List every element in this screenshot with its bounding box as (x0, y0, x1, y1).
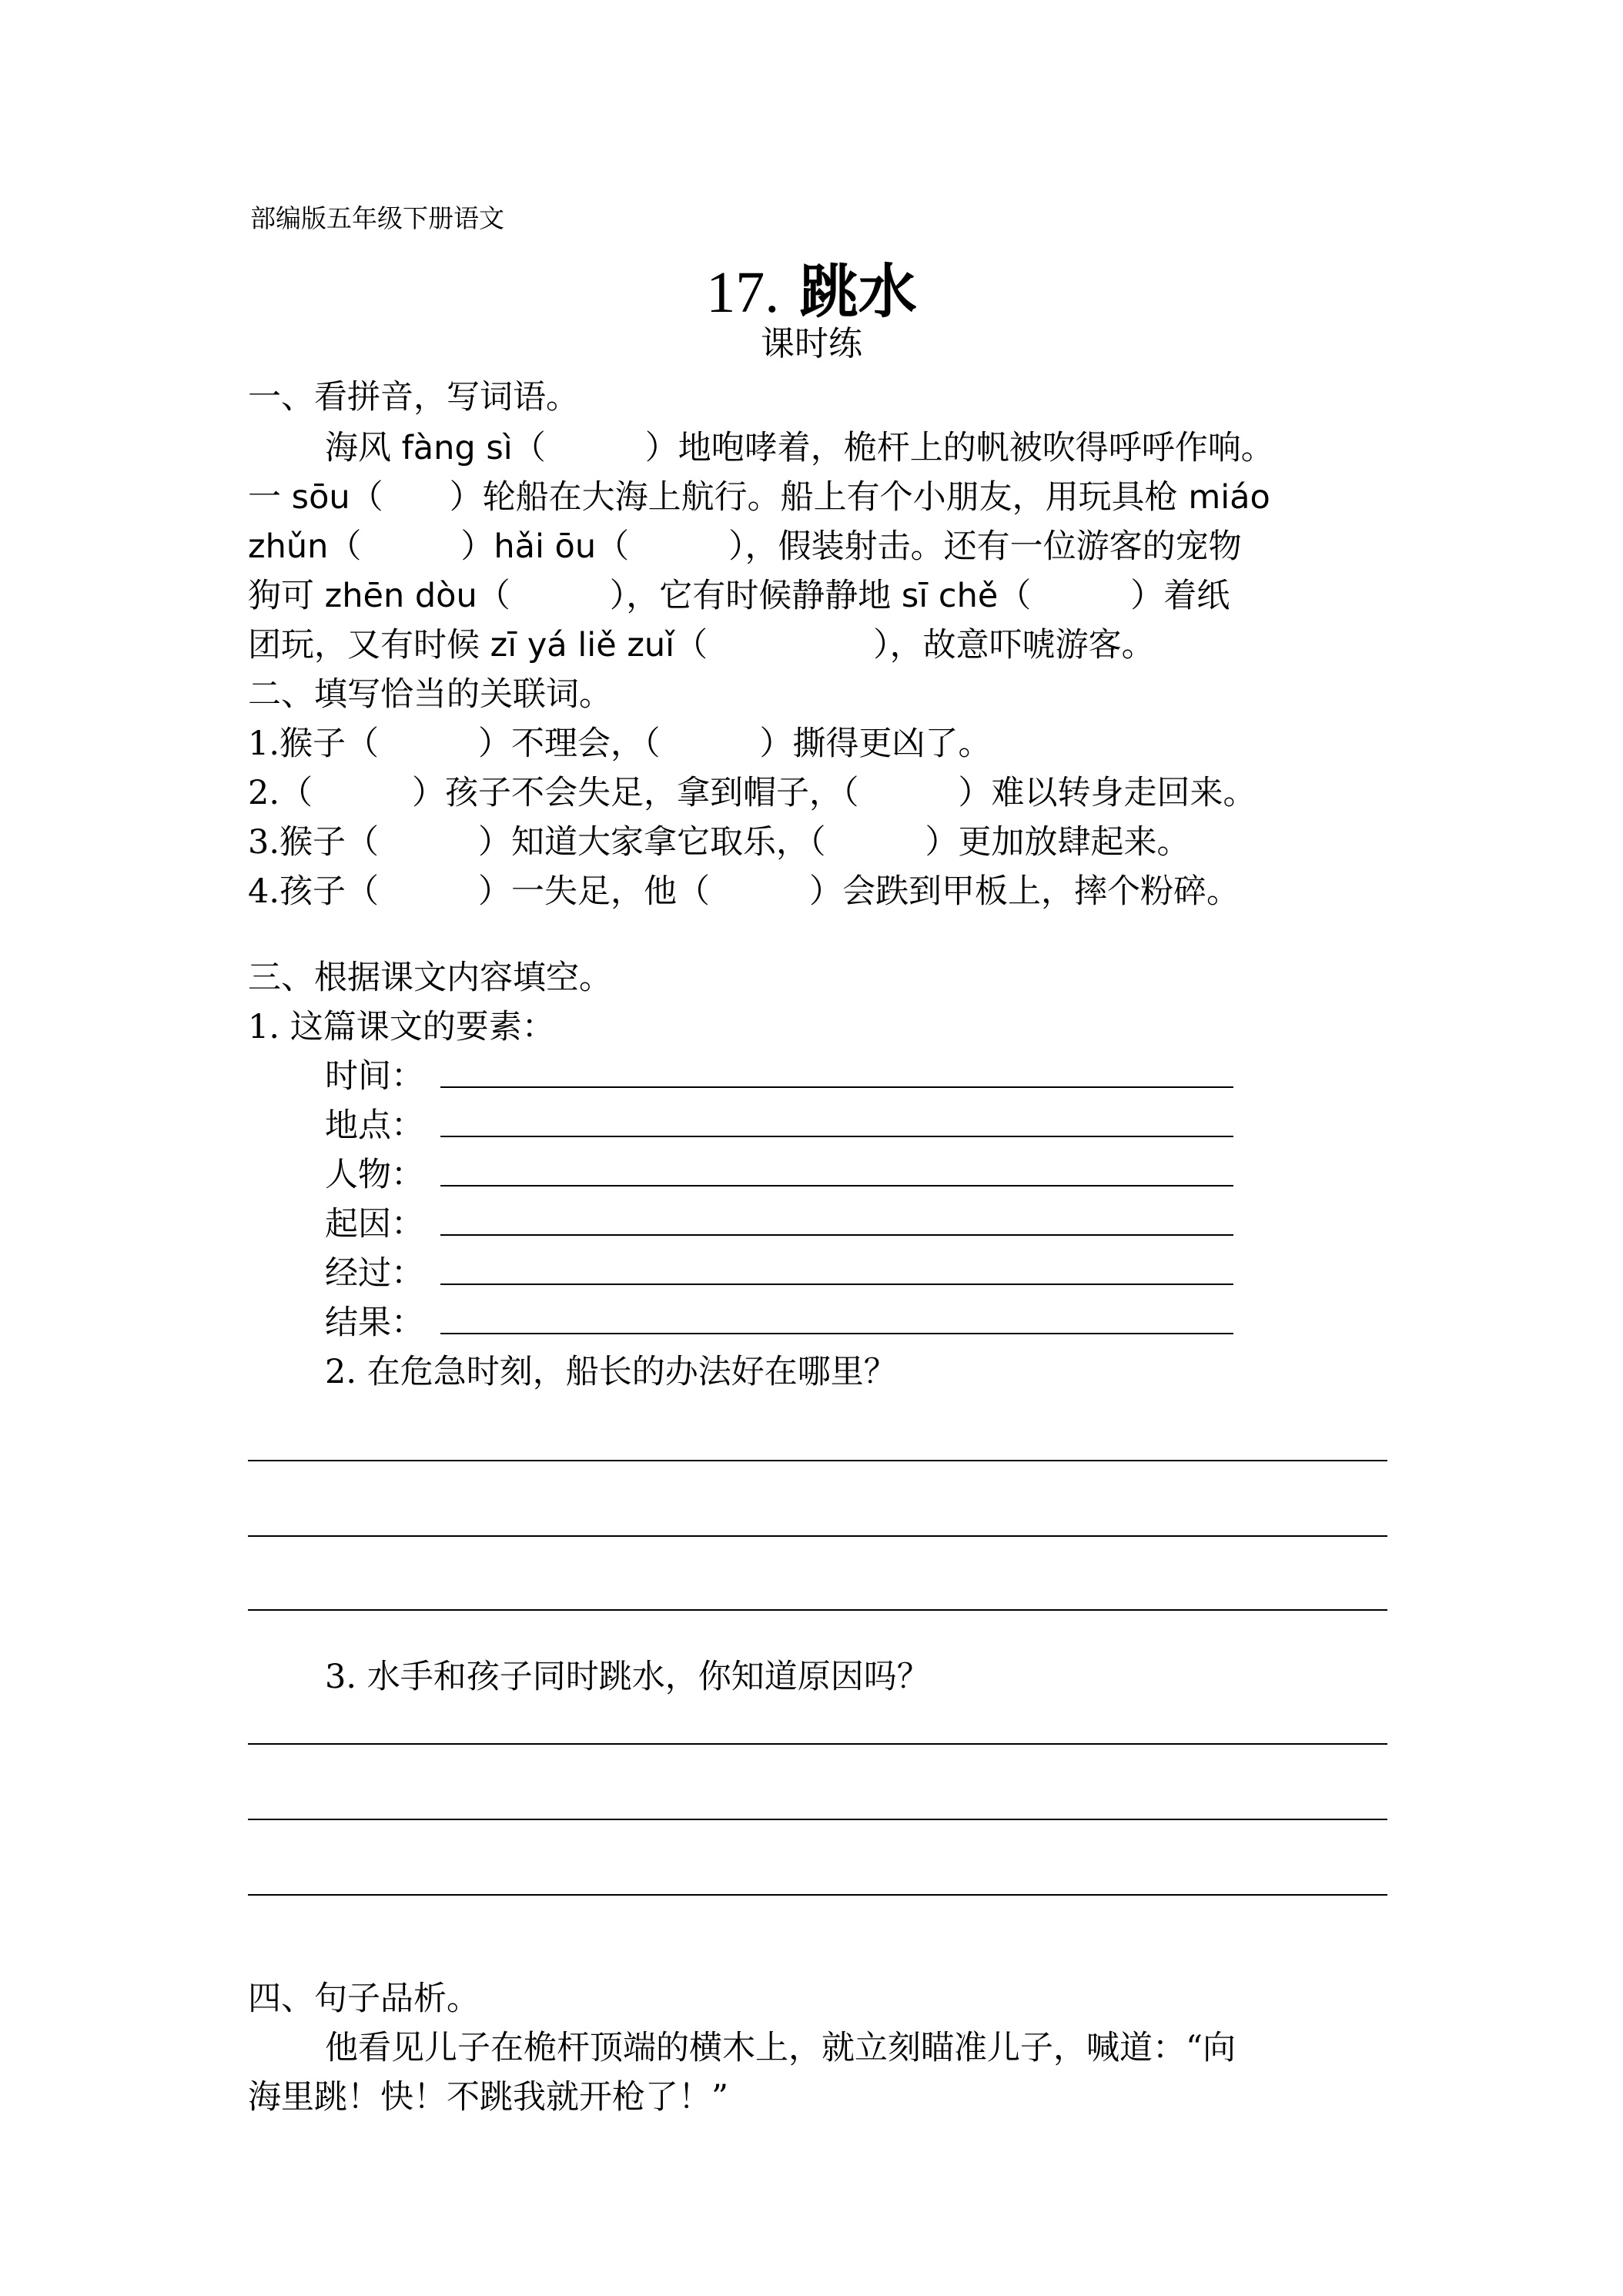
s1-l5-text-a: 团玩，又有时候 (248, 626, 490, 664)
s1-line-2 (248, 471, 1270, 518)
s4-para-line-2: 海里跳！快！不跳我就开枪了！” (248, 2078, 728, 2117)
element-cause-label: 起因： (325, 1205, 424, 1243)
element-result-label: 结果： (325, 1304, 424, 1342)
s1-l3-text: （ ），假装射击。还有一位游客的宠物 (596, 527, 1242, 566)
s1-l1-text-b: （ ）地咆哮着，桅杆上的帆被吹得呼呼作响。 (512, 429, 1274, 467)
element-cause-line[interactable] (440, 1234, 1233, 1236)
s1-l2-pinyin-b: miáo (1188, 478, 1270, 517)
s1-l4-text-c: （ ）着纸 (998, 577, 1230, 615)
s1-line-4 (248, 570, 1230, 617)
s3-q1: 1. 这篇课文的要素： (248, 1008, 555, 1046)
s1-l5-pinyin: zī yá liě zuǐ (490, 626, 675, 664)
q3-answer-line-1[interactable] (248, 1743, 1387, 1745)
title-number: 17. (706, 260, 780, 325)
q2-answer-line-2[interactable] (248, 1535, 1387, 1537)
s1-l4-text-b: （ ），它有时候静静地 (477, 577, 902, 615)
s2-item-3: 3.猴子（ ）知道大家拿它取乐，（ ）更加放肆起来。 (248, 823, 1190, 862)
title-text: 跳水 (799, 257, 917, 326)
s1-l2-text-b: （ ）轮船在大海上航行。船上有个小朋友，用玩具枪 (350, 478, 1189, 517)
s3-q2: 2. 在危急时刻，船长的办法好在哪里？ (325, 1353, 897, 1391)
s3-q3: 3. 水手和孩子同时跳水，你知道原因吗？ (325, 1658, 930, 1696)
s1-l5-text-b: （ ），故意吓唬游客。 (674, 626, 1155, 664)
element-time-line[interactable] (440, 1086, 1233, 1088)
q2-answer-line-1[interactable] (248, 1460, 1387, 1461)
s1-l4-text-a: 狗可 (248, 577, 325, 615)
element-time-label: 时间： (325, 1057, 424, 1096)
s1-l3-pinyin-a: zhǔn (248, 527, 329, 566)
element-place-line[interactable] (440, 1136, 1233, 1137)
page-subtitle: 课时练 (761, 324, 862, 363)
element-place-label: 地点： (325, 1106, 424, 1145)
element-result-line[interactable] (440, 1333, 1233, 1334)
element-people-label: 人物： (325, 1156, 424, 1194)
s1-line-1 (325, 422, 1274, 469)
section3-heading: 三、根据课文内容填空。 (248, 959, 612, 997)
s1-l2-text-a: 一 (248, 478, 292, 517)
s1-l2-pinyin-a: sōu (291, 478, 350, 517)
s4-para-line-1: 他看见儿子在桅杆顶端的横木上，就立刻瞄准儿子，喊道：“向 (325, 2029, 1236, 2067)
section4-heading: 四、句子品析。 (248, 1980, 480, 2018)
s2-item-1: 1.猴子（ ）不理会，（ ）撕得更凶了。 (248, 725, 992, 763)
s1-l1-text-a: 海风 (325, 429, 402, 467)
s1-l4-pinyin-a: zhēn dòu (324, 577, 477, 615)
element-process-line[interactable] (440, 1284, 1233, 1285)
s2-item-2: 2.（ ）孩子不会失足，拿到帽子，（ ）难以转身走回来。 (248, 774, 1257, 812)
q2-answer-line-3[interactable] (248, 1609, 1387, 1611)
element-people-line[interactable] (440, 1185, 1233, 1186)
s1-l4-pinyin-b: sī chě (901, 577, 999, 615)
section1-heading: 一、看拼音，写词语。 (248, 378, 579, 417)
q3-answer-line-3[interactable] (248, 1894, 1387, 1896)
s1-l3-pinyin-b: hǎi ōu (494, 527, 597, 566)
s1-line-5 (248, 619, 1155, 666)
element-process-label: 经过： (325, 1254, 424, 1293)
s2-item-4: 4.孩子（ ）一失足，他（ ）会跌到甲板上，摔个粉碎。 (248, 872, 1240, 911)
s1-l3-blank-a: （ ） (328, 527, 494, 566)
header-label: 部编版五年级下册语文 (250, 203, 504, 233)
q3-answer-line-2[interactable] (248, 1819, 1387, 1820)
section2-heading: 二、填写恰当的关联词。 (248, 675, 612, 714)
s1-l1-pinyin: fàng sì (401, 429, 513, 467)
s1-line-3 (248, 520, 1242, 567)
